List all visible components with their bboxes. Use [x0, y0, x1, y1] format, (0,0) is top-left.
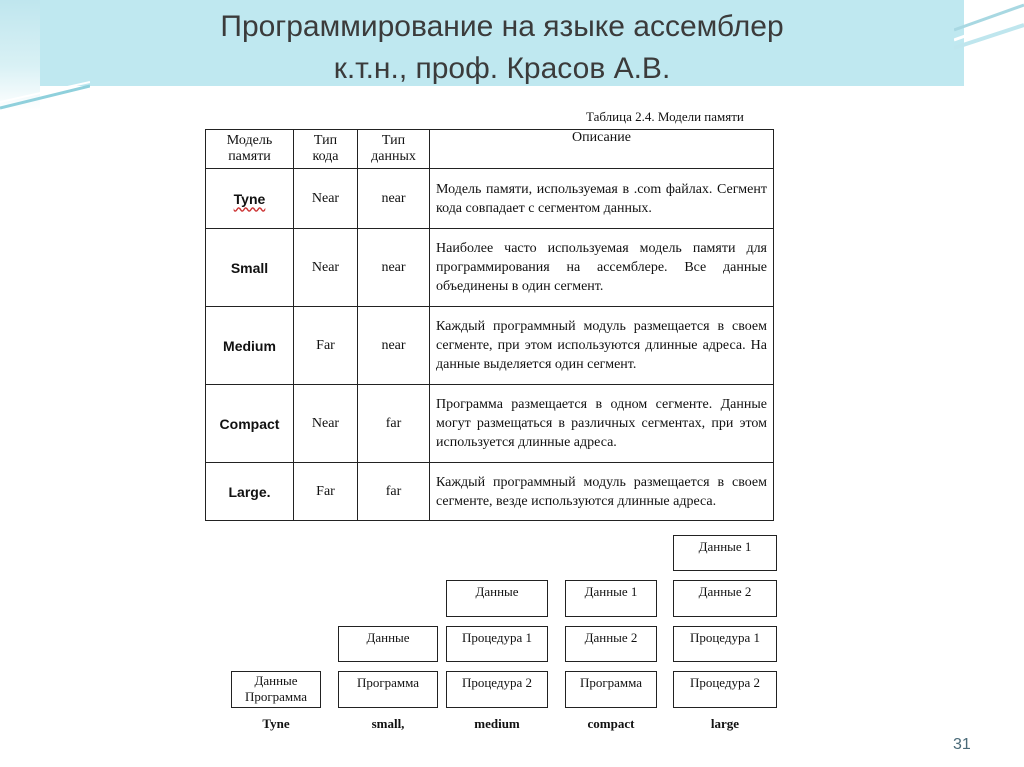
title-line-2: к.т.н., проф. Красов А.В.: [333, 52, 671, 85]
cell-desc: Модель памяти, используемая в .com файлах. Сегмент кода совпадает с сегментом данных.: [430, 169, 774, 229]
label-tyne: Tyne: [262, 716, 290, 731]
cell-model: Medium: [206, 307, 294, 385]
cell-data: near: [358, 307, 430, 385]
cell-data: near: [358, 229, 430, 307]
memory-models-table: [205, 129, 774, 521]
label-medium: medium: [474, 716, 520, 731]
cell-code: Near: [294, 385, 358, 463]
table-row: [206, 385, 774, 463]
table-row: [206, 463, 774, 521]
cell-code: Near: [294, 169, 358, 229]
cell-model: Large.: [206, 463, 294, 521]
cell-model: Small: [206, 229, 294, 307]
small-program-box: Программа: [338, 671, 438, 708]
cell-desc: Каждый программный модуль размещается в своем сегменте, при этом используются длинные адреса. На данные выделяется один сегмент.: [430, 307, 774, 385]
cell-code: Far: [294, 463, 358, 521]
cell-data: far: [358, 463, 430, 521]
medium-proc1-box: Процедура 1: [446, 626, 548, 662]
tyne-box-program-text: Программа: [244, 689, 308, 704]
table-row: [206, 229, 774, 307]
large-data2-box: Данные 2: [673, 580, 777, 617]
label-compact: compact: [587, 716, 635, 731]
table-header-row: [206, 130, 774, 169]
medium-data-box: Данные: [446, 580, 548, 617]
col-header-model: Модель памяти: [206, 130, 294, 169]
cell-code: Far: [294, 307, 358, 385]
page-number: 31: [953, 736, 971, 753]
small-data-box: Данные: [338, 626, 438, 662]
cell-code: Near: [294, 229, 358, 307]
table-caption: Таблица 2.4. Модели памяти: [586, 109, 744, 124]
slide-title: [40, 6, 964, 90]
cell-model: Compact: [206, 385, 294, 463]
cell-desc: Каждый программный модуль размещается в своем сегменте, везде используются длинные адреса.: [430, 463, 774, 521]
table-row: [206, 307, 774, 385]
large-data1-box: Данные 1: [673, 535, 777, 571]
label-large: large: [710, 716, 740, 731]
col-header-data: Тип данных: [358, 130, 430, 169]
large-proc2-box: Процедура 2: [673, 671, 777, 708]
cell-desc: Программа размещается в одном сегменте. Данные могут размещаться в различных сегментах, при этом используется длинные адреса.: [430, 385, 774, 463]
decorative-swoosh-right: [954, 0, 1024, 60]
cell-model: Tyne: [206, 169, 294, 229]
cell-data: far: [358, 385, 430, 463]
compact-data1-box: Данные 1: [565, 580, 657, 617]
col-header-desc: Описание: [430, 130, 774, 169]
col-header-code: Тип кода: [294, 130, 358, 169]
title-line-1: Программирование на языке ассемблер: [220, 10, 784, 43]
cell-data: near: [358, 169, 430, 229]
large-proc1-box: Процедура 1: [673, 626, 777, 662]
table-row: [206, 169, 774, 229]
tyne-segment-box: [231, 671, 321, 708]
medium-proc2-box: Процедура 2: [446, 671, 548, 708]
tyne-box-data-text: Данные: [254, 673, 298, 688]
label-small: small,: [371, 716, 405, 731]
compact-data2-box: Данные 2: [565, 626, 657, 662]
cell-desc: Наиболее часто используемая модель памяти для программирования на ассемблере. Все данные объединены в один сегмент.: [430, 229, 774, 307]
compact-program-box: Программа: [565, 671, 657, 708]
